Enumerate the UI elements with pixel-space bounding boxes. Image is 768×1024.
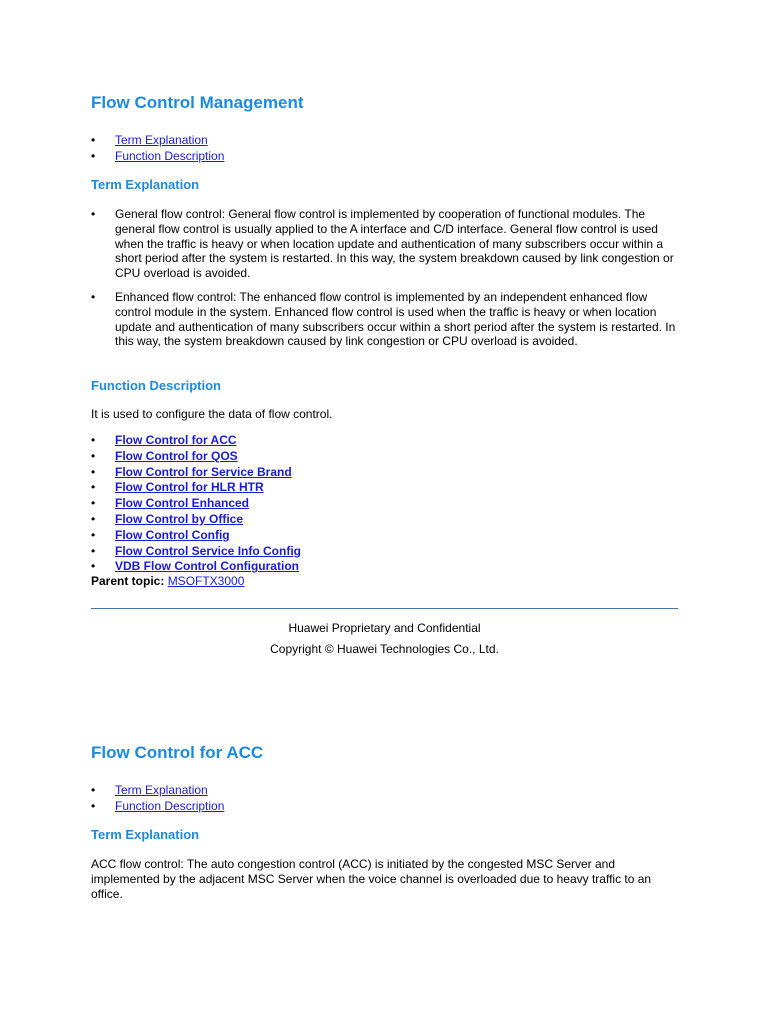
section-title: Flow Control Management [91, 93, 304, 112]
term-explanation-heading: Term Explanation [91, 177, 200, 192]
toc-link-function-description[interactable]: Function Description [115, 798, 225, 813]
term-item-enhanced: • Enhanced flow control: The enhanced flow control is implemented by an independent enhanced flow control module in the system. Enhanced flow control is used when the traffic is heavy or when location update and authentication of many subscribers occur within a short period after the system is restarted. In this way, the system breakdown caused by link congestion or CPU overload is avoided. [91, 290, 678, 349]
function-description-text: It is used to configure the data of flow control. [91, 407, 333, 421]
link-flow-control-service-info-config[interactable]: Flow Control Service Info Config [115, 543, 301, 558]
footer-copyright: Copyright © Huawei Technologies Co., Ltd. [270, 642, 499, 656]
section-title-acc: Flow Control for ACC [91, 743, 264, 762]
toc-item [91, 799, 678, 815]
toc-list [91, 133, 678, 165]
acc-term-text: ACC flow control: The auto congestion control (ACC) is initiated by the congested MSC Server and implemented by the adjacent MSC Server when the voice channel is overloaded due to heavy traffic to an office. [91, 857, 652, 901]
link-vdb-flow-control-configuration[interactable]: VDB Flow Control Configuration [115, 559, 299, 574]
footer-confidential: Huawei Proprietary and Confidential [288, 621, 481, 635]
function-link-item [91, 544, 678, 560]
link-flow-control-config[interactable]: Flow Control Config [115, 527, 230, 542]
parent-topic-label: Parent topic: [91, 574, 165, 588]
function-link-item [91, 480, 678, 496]
function-link-item [91, 528, 678, 544]
parent-topic [91, 574, 244, 588]
footer-divider [91, 608, 678, 609]
term-explanation-heading-acc: Term Explanation [91, 827, 200, 842]
function-link-item [91, 449, 678, 465]
toc-item [91, 783, 678, 799]
function-link-item [91, 559, 678, 575]
link-flow-control-acc[interactable]: Flow Control for ACC [115, 433, 237, 447]
function-link-item [91, 433, 678, 449]
toc-list-acc [91, 783, 678, 815]
term-list [91, 207, 678, 358]
term-item-general: • General flow control: General flow control is implemented by cooperation of functional modules. The general flow control is usually applied to the A interface and C/D interface. General flow control is used when the traffic is heavy or when location update and authentication of many subscribers occur within a short period after the system is restarted. In this way, the system breakdown caused by link congestion or CPU overload is avoided. [91, 207, 678, 281]
toc-link-term-explanation[interactable]: Term Explanation [115, 783, 208, 797]
function-link-item [91, 496, 678, 512]
parent-topic-link[interactable]: MSOFTX3000 [167, 574, 245, 588]
function-link-item [91, 465, 678, 481]
link-flow-control-qos[interactable]: Flow Control for QOS [115, 448, 238, 463]
function-link-item [91, 512, 678, 528]
link-flow-control-enhanced[interactable]: Flow Control Enhanced [115, 496, 249, 511]
function-description-heading: Function Description [91, 378, 221, 393]
link-flow-control-by-office[interactable]: Flow Control by Office [115, 511, 243, 526]
function-link-list [91, 433, 678, 575]
toc-link-term-explanation[interactable]: Term Explanation [115, 133, 208, 147]
link-flow-control-hlr-htr[interactable]: Flow Control for HLR HTR [115, 480, 264, 495]
toc-item [91, 149, 678, 165]
toc-link-function-description[interactable]: Function Description [115, 148, 225, 163]
toc-item [91, 133, 678, 149]
link-flow-control-service-brand[interactable]: Flow Control for Service Brand [115, 464, 292, 479]
